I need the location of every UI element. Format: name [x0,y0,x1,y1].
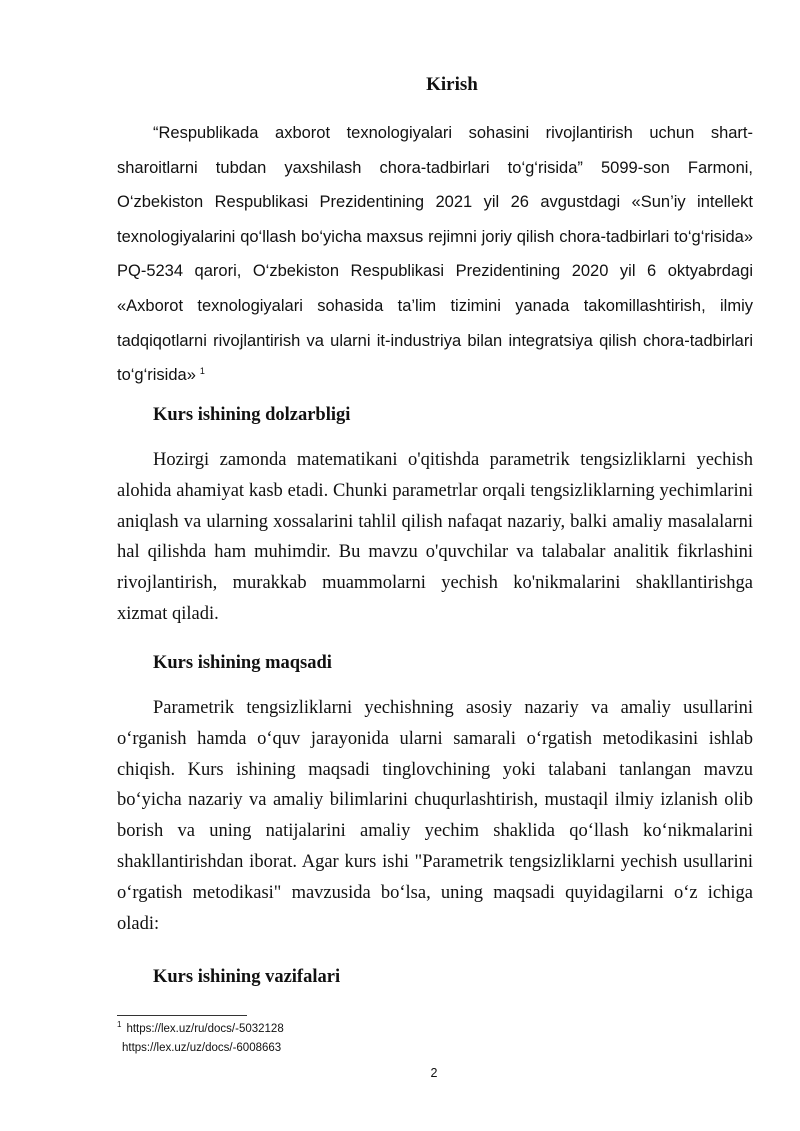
goal-paragraph: Parametrik tengsizliklarni yechishning asosiy nazariy va amaliy usullarini o‘rganish hamda o‘quv jarayonida ularni samarali o‘rgatish metodikasini ishlab chiqish. Kurs ishining maqsadi tinglovchining yoki talabani tanlangan mavzu bo‘yicha nazariy va amaliy bilimlarini chuqurlashtirish, mustaqil ilmiy izlanish olib borish va uning natijalarini amaliy yechim shaklida qo‘llash ko‘nikmalarini shakllantirishdan iborat. Agar kurs ishi "Parametrik tengsizliklarni yechish usullarini o‘rgatish metodikasi" mavzusida bo‘lsa, uning maqsadi quyidagilarni o‘z ichiga oladi: [117,698,753,934]
heading-goal: Kurs ishining maqsadi [153,653,332,673]
page-number: 2 [430,1066,438,1080]
relevance-paragraph: Hozirgi zamonda matematikani o'qitishda parametrik tengsizliklarni yechish alohida ahamiyat kasb etadi. Chunki parametrlar orqali tengsizliklarning yechimlarini aniqlash va ularning xossalarini tahlil qilish nafaqat nazariy, balki amaliy masalalarni hal qilishda ham muhimdir. Bu mavzu o'quvchilar va talabalar analitik fikrlashini rivojlantirish, murakkab muammolarni yechish ko'nikmalarini shakllantirishga xizmat qiladi. [117,450,753,624]
intro-paragraph [117,116,753,393]
footnote-link[interactable]: https://lex.uz/ru/docs/-5032128 [126,1022,284,1035]
footnote-separator [117,1015,247,1016]
footnote-item [117,1039,281,1054]
page-title: Kirish [426,74,478,95]
heading-relevance: Kurs ishining dolzarbligi [153,405,351,425]
footnote-mark: 1 [117,1020,122,1029]
footnote-link[interactable]: https://lex.uz/uz/docs/-6008663 [122,1041,282,1054]
heading-tasks: Kurs ishining vazifalari [153,967,341,987]
footnote-reference[interactable]: 1 [199,365,205,376]
intro-text: “Respublikada axborot texnologiyalari sohasini rivojlantirish uchun shart-sharoitlarni tubdan yaxshilash chora-tadbirlari to‘g‘risida” 5099-son Farmoni, O‘zbekiston Respublikasi Prezidentining 2021 yil 26 avgustdagi «Sun’iy intellekt texnologiyalarini qo‘llash bo‘yicha maxsus rejimni joriy qilish chora-tadbirlari to‘g‘risida» PQ-5234 qarori, O‘zbekiston Respublikasi Prezidentining 2020 yil 6 oktyabrdagi «Axborot texnologiyalari sohasida ta’lim tizimini yanada takomillashtirish, ilmiy tadqiqotlarni rivojlantirish va ularni it-industriya bilan integratsiya qilish chora-tadbirlari to‘g‘risida» [117,124,753,385]
footnote-item [117,1020,284,1035]
